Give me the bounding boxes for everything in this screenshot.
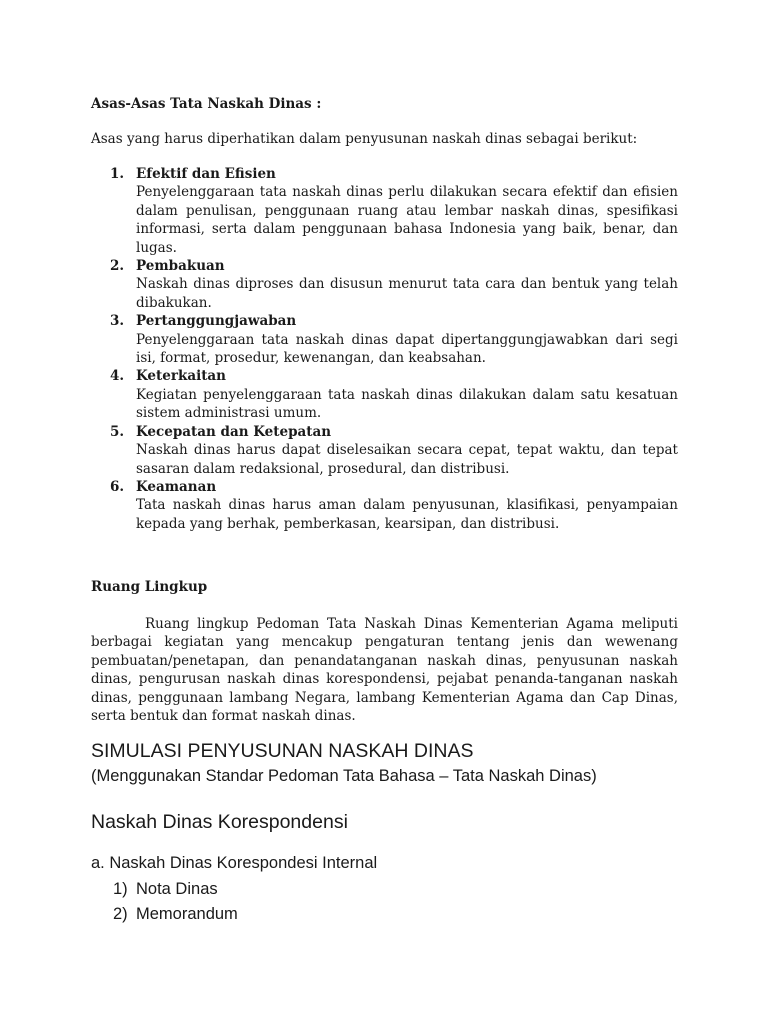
list-item: [110, 165, 678, 257]
list-item: [110, 367, 678, 422]
item-label: Memorandum: [136, 905, 238, 923]
item-title: Keamanan: [136, 478, 217, 495]
item-number: 3.: [110, 313, 125, 330]
asas-list: [110, 165, 678, 533]
item-number: 4.: [110, 368, 125, 385]
item-title: Keterkaitan: [136, 368, 226, 385]
item-description: Naskah dinas harus dapat diselesaikan secara cepat, tepat waktu, dan tepat sasaran dalam redaksional, prosedural, dan distribusi.: [136, 442, 678, 477]
item-title: Pembakuan: [136, 258, 225, 275]
simulasi-title: SIMULASI PENYUSUNAN NASKAH DINAS: [91, 740, 474, 762]
ruang-lingkup-heading: Ruang Lingkup: [91, 579, 208, 595]
item-number: 5.: [110, 423, 125, 440]
item-number: 6.: [110, 478, 125, 495]
korespondensi-subsection: a. Naskah Dinas Korespondesi Internal: [91, 854, 378, 872]
item-description: Penyelenggaraan tata naskah dinas dapat dipertanggungjawabkan dari segi isi, format, prosedur, kewenangan, dan keabsahan.: [136, 331, 678, 367]
list-item: [113, 902, 238, 927]
list-item: [110, 423, 678, 478]
asas-intro: Asas yang harus diperhatikan dalam penyusunan naskah dinas sebagai berikut:: [91, 131, 638, 147]
item-description: Penyelenggaraan tata naskah dinas perlu dilakukan secara efektif dan efisien dalam penulisan, penggunaan ruang atau lembar naskah dinas, spesifikasi informasi, serta dalam penggunaan bahasa Indonesia yang baik, benar, dan lugas.: [136, 184, 678, 256]
item-number: 2): [113, 905, 128, 923]
item-title: Efektif dan Efisien: [136, 166, 276, 182]
ruang-lingkup-paragraph: Ruang lingkup Pedoman Tata Naskah Dinas Kementerian Agama meliputi berbagai kegiatan yang mencakup pengaturan tentang jenis dan wewenang pembuatan/penetapan, dan penandatanganan naskah dinas, penyusunan naskah dinas, pengurusan naskah dinas korespondensi, pejabat penanda-tanganan naskah dinas, penggunaan lambang Negara, lambang Kementerian Agama dan Cap Dinas, serta bentuk dan format naskah dinas.: [91, 616, 678, 725]
simulasi-subtitle: (Menggunakan Standar Pedoman Tata Bahasa – Tata Naskah Dinas): [91, 767, 597, 785]
item-title: Pertanggungjawaban: [136, 313, 297, 330]
list-item: [110, 478, 678, 533]
item-number: 1.: [110, 166, 125, 182]
list-item: [113, 877, 238, 902]
item-description: Naskah dinas diproses dan disusun menurut tata cara dan bentuk yang telah dibakukan.: [136, 276, 678, 311]
item-title: Kecepatan dan Ketepatan: [136, 423, 332, 440]
item-description: Kegiatan penyelenggaraan tata naskah dinas dilakukan dalam satu kesatuan sistem administrasi umum.: [136, 386, 678, 422]
list-item: [110, 257, 678, 312]
item-number: 1): [113, 880, 128, 898]
korespondensi-title: Naskah Dinas Korespondensi: [91, 811, 348, 833]
item-number: 2.: [110, 258, 125, 275]
list-item: [110, 312, 678, 367]
item-label: Nota Dinas: [136, 880, 218, 898]
item-description: Tata naskah dinas harus aman dalam penyusunan, klasifikasi, penyampaian kepada yang berhak, pemberkasan, kearsipan, dan distribusi.: [136, 497, 678, 532]
asas-heading: Asas-Asas Tata Naskah Dinas :: [91, 96, 322, 112]
korespondensi-list: [113, 877, 238, 927]
